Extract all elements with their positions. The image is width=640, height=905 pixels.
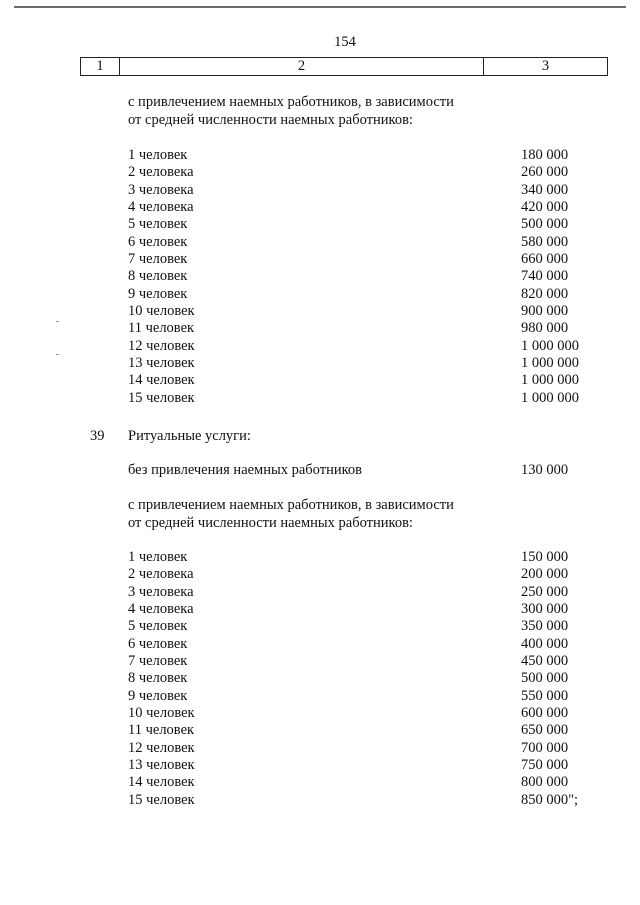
section-39-list — [128, 549, 583, 809]
amount-value: 900 000 — [521, 303, 569, 320]
list-item — [128, 216, 583, 233]
employee-count-label: 2 человека — [128, 164, 194, 181]
column-header-3: 3 — [541, 58, 550, 74]
list-item — [128, 268, 583, 285]
section-39-number: 39 — [90, 428, 105, 444]
section-39-without-hired-row — [128, 462, 583, 479]
section-prev-list — [128, 147, 583, 407]
list-item — [128, 653, 583, 670]
column-header-2: 2 — [120, 58, 484, 75]
list-item — [128, 566, 583, 583]
list-item — [128, 320, 583, 337]
employee-count-label: 10 человек — [128, 303, 195, 320]
employee-count-label: 9 человек — [128, 285, 188, 302]
employee-count-label: 11 человек — [128, 320, 195, 337]
employee-count-label: 3 человека — [128, 181, 194, 198]
amount-value: 450 000 — [521, 653, 569, 670]
employee-count-label: 2 человека — [128, 566, 194, 583]
employee-count-label: 1 человек — [128, 549, 188, 565]
amount-value: 500 000 — [521, 216, 569, 233]
amount-value: 660 000 — [521, 251, 569, 268]
list-item — [128, 390, 583, 407]
employee-count-label: 8 человек — [128, 670, 188, 687]
employee-count-label: 6 человек — [128, 233, 188, 250]
amount-value: 750 000 — [521, 757, 569, 774]
amount-value: 740 000 — [521, 268, 569, 285]
amount-value: 850 000"; — [521, 791, 579, 808]
amount-value: 1 000 000 — [521, 355, 579, 372]
list-item — [128, 757, 583, 774]
margin-mark — [56, 321, 59, 322]
employee-count-label: 15 человек — [128, 791, 195, 808]
employee-count-label: 12 человек — [128, 739, 195, 756]
amount-value: 800 000 — [521, 774, 569, 791]
employee-count-label: 8 человек — [128, 268, 188, 285]
employee-count-label: 6 человек — [128, 635, 188, 652]
list-item — [128, 549, 583, 566]
employee-count-label: 9 человек — [128, 687, 188, 704]
amount-value: 980 000 — [521, 320, 569, 337]
top-rule — [14, 6, 626, 8]
amount-value: 1 000 000 — [521, 372, 579, 389]
list-item — [128, 636, 583, 653]
employee-count-label: 13 человек — [128, 757, 195, 774]
amount-value: 420 000 — [521, 199, 569, 216]
list-item — [128, 286, 583, 303]
list-item — [128, 234, 583, 251]
list-item — [128, 792, 583, 809]
amount-value: 700 000 — [521, 739, 569, 756]
employee-count-label: 10 человек — [128, 705, 195, 722]
employee-count-label: 12 человек — [128, 337, 195, 354]
employee-count-label: 7 человек — [128, 251, 188, 268]
list-item — [128, 584, 583, 601]
amount-value: 1 000 000 — [521, 389, 579, 406]
list-item — [128, 182, 583, 199]
list-item — [128, 670, 583, 687]
without-hired-label: без привлечения наемных работников — [128, 462, 362, 478]
employee-count-label: 14 человек — [128, 372, 195, 389]
amount-value: 650 000 — [521, 722, 569, 739]
amount-value: 150 000 — [521, 549, 569, 565]
employee-count-label: 13 человек — [128, 355, 195, 372]
list-item — [128, 338, 583, 355]
amount-value: 180 000 — [521, 147, 569, 163]
employee-count-label: 14 человек — [128, 774, 195, 791]
amount-value: 820 000 — [521, 285, 569, 302]
amount-value: 1 000 000 — [521, 337, 579, 354]
list-item — [128, 688, 583, 705]
column-header-row — [80, 57, 608, 76]
amount-value: 550 000 — [521, 687, 569, 704]
amount-value: 500 000 — [521, 670, 569, 687]
list-item — [128, 722, 583, 739]
amount-value: 250 000 — [521, 583, 569, 600]
list-item — [128, 740, 583, 757]
amount-value: 400 000 — [521, 635, 569, 652]
employee-count-label: 15 человек — [128, 389, 195, 406]
section-39-intro-line2: от средней численности наемных работников: — [128, 515, 413, 531]
without-hired-value: 130 000 — [521, 462, 569, 478]
section-prev-intro-line1: с привлечением наемных работников, в зависимости — [128, 94, 454, 110]
list-item — [128, 601, 583, 618]
employee-count-label: 7 человек — [128, 653, 188, 670]
list-item — [128, 147, 583, 164]
employee-count-label: 11 человек — [128, 722, 195, 739]
column-header-1: 1 — [81, 58, 120, 75]
amount-value: 350 000 — [521, 618, 569, 635]
page-number: 154 — [334, 34, 356, 50]
list-item — [128, 372, 583, 389]
list-item — [128, 251, 583, 268]
list-item — [128, 303, 583, 320]
margin-mark — [56, 354, 59, 355]
amount-value: 580 000 — [521, 233, 569, 250]
amount-value: 600 000 — [521, 705, 569, 722]
employee-count-label: 4 человека — [128, 199, 194, 216]
employee-count-label: 5 человек — [128, 216, 188, 233]
list-item — [128, 618, 583, 635]
amount-value: 300 000 — [521, 601, 569, 618]
list-item — [128, 164, 583, 181]
employee-count-label: 3 человека — [128, 583, 194, 600]
list-item — [128, 774, 583, 791]
list-item — [128, 705, 583, 722]
list-item — [128, 355, 583, 372]
employee-count-label: 1 человек — [128, 147, 188, 163]
section-39-title: Ритуальные услуги: — [128, 428, 251, 444]
section-39-intro-line1: с привлечением наемных работников, в зависимости — [128, 497, 454, 513]
employee-count-label: 5 человек — [128, 618, 188, 635]
amount-value: 200 000 — [521, 566, 569, 583]
employee-count-label: 4 человека — [128, 601, 194, 618]
section-prev-intro-line2: от средней численности наемных работников: — [128, 112, 413, 128]
amount-value: 260 000 — [521, 164, 569, 181]
amount-value: 340 000 — [521, 181, 569, 198]
list-item — [128, 199, 583, 216]
